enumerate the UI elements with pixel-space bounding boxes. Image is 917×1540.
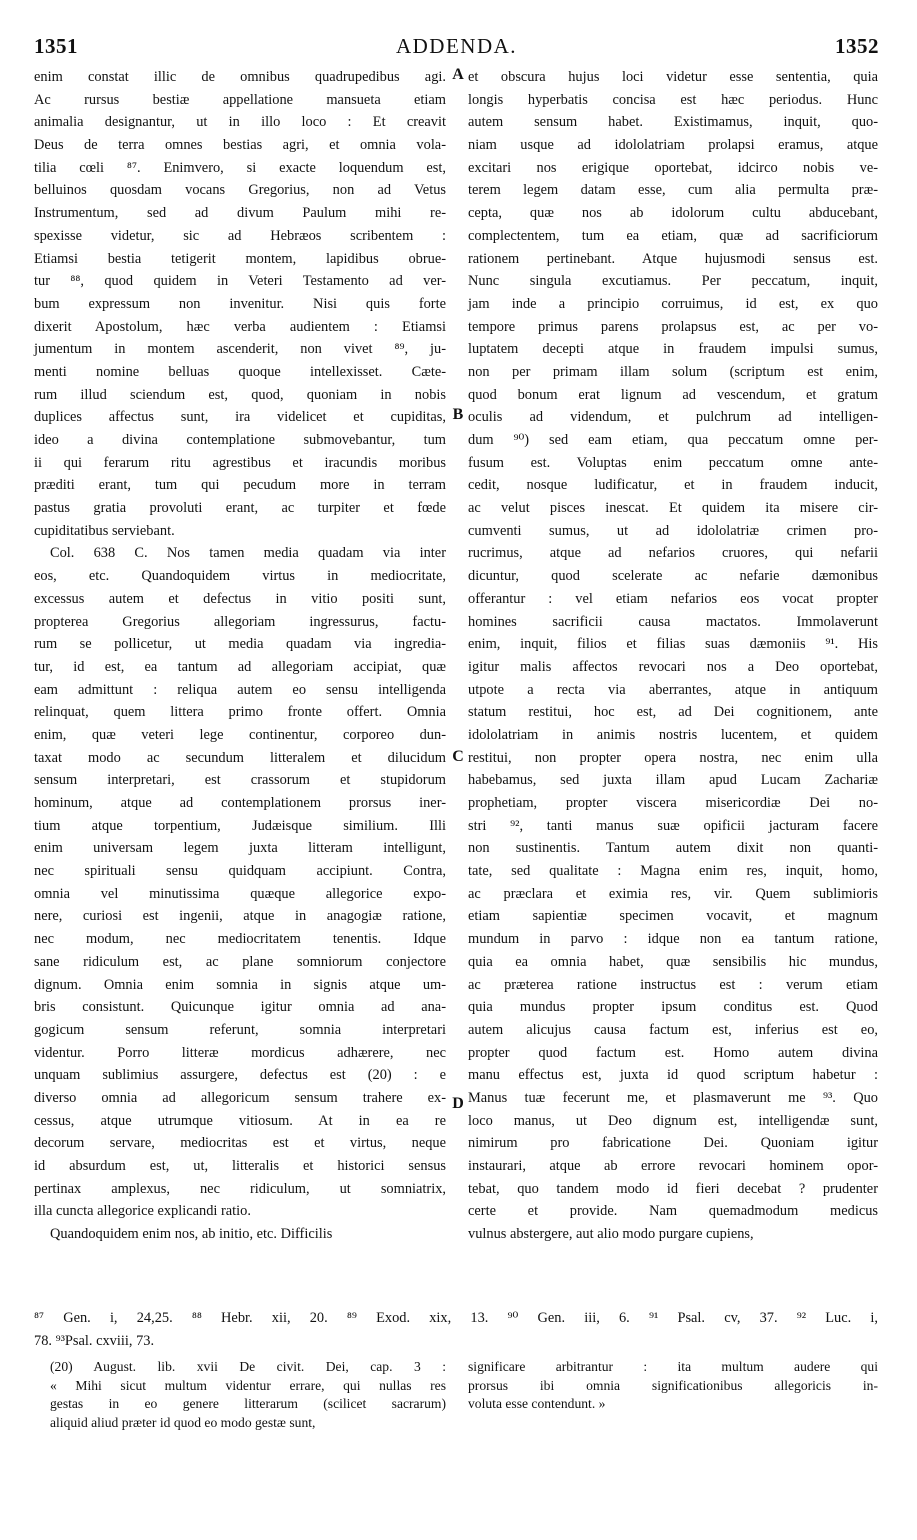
text-line: autem alicujus causa factum est, inferius est eo, [468,1021,878,1038]
text-line: gogicum sensum referunt, somnia interpretari [34,1021,446,1038]
text-line: terem legem datam esse, cum alia permulta præ- [468,182,878,199]
text-line: nere, curiosi est ingenii, atque in anagogiæ ratione, [34,908,446,925]
right-page-number: 1352 [835,34,879,58]
text-line: rum illud sciendum est, quod, quoniam in nobis [34,386,446,403]
text-line: Instrumentum, sed ad divum Paulum mihi re- [34,205,446,222]
text-line: cessus, atque utrumque vitiosum. At in ea re [34,1112,446,1129]
text-line: (20) August. lib. xvii De civit. Dei, cap. 3 : [50,1359,446,1374]
text-line: taxat modo ac secundum litteralem et dilucidum [34,749,446,766]
text-line: Ac rursus bestiæ appellatione mansueta etiam [34,91,446,108]
text-line: non sustinentis. Tantum autem dixit non quanti- [468,840,878,857]
text-line: igitur malis affectos revocari nos a Deo oportebat, [468,658,878,675]
text-line: autem sensum habet. Existimamus, inquit, quo- [468,114,878,131]
text-line: statum restitui, hoc est, ad Dei cognitionem, ante [468,704,878,721]
text-line: dixerit Apostolum, hæc verba audientem : Etiamsi [34,318,446,335]
text-line: tilia cœli ⁸⁷. Enimvero, si exacte loquendum est, [34,159,446,176]
text-line: tebat, quo tandem modo id fieri decebat ? prudenter [468,1180,878,1197]
text-line: id absurdum est, ut, litteralis et historici sensus [34,1158,446,1174]
text-line: unquam sublimius assurgere, defectus est (20) : e [34,1067,446,1084]
text-line: cupiditatibus serviebant. [34,522,175,539]
text-line: nimirum pro fabricatione Dei. Quoniam igitur [468,1135,878,1152]
text-line: dignum. Omnia enim somnia in signis atque um- [34,976,446,993]
page-header [34,34,879,64]
text-line: voluta esse contendunt. » [468,1396,606,1412]
text-line: relinquat, quem littera primo fronte offert. Omnia [34,704,446,721]
text-line: significare arbitrantur : ita multum audere qui [468,1359,878,1374]
text-line: jumentum in montem ascenderit, non vivet ⁸⁹, ju- [34,341,446,358]
text-line: stri ⁹², tanti manus suæ opificii jacturam facere [468,817,878,834]
text-line: hominum, atque ad contemplationem prorsus iner- [34,795,446,811]
text-line: quia ea omnia habet, quæ sensibilis hic mundus, [468,953,878,970]
text-line: mundum in parvo : idque non ea tantum ratione, [468,931,878,948]
text-line: pertinax amplexus, nec ridiculum, ut somniatrix, [34,1180,446,1197]
text-line: manu effectus est, juxta id quod scriptum habetur : [468,1067,878,1084]
text-line: tur ⁸⁸, quod quidem in Veteri Testamento ad ver- [34,273,446,290]
text-line: offerantur : vel etiam nefarios eos vocat propter [468,590,878,607]
left-column [34,66,446,1246]
text-line: spexisse videtur, sic ad Hebræos scribentem : [34,227,446,244]
right-column [468,66,878,1246]
text-line: duplices affectus sunt, ira videlicet et cupiditas, [34,409,446,426]
text-line: rum se pollicetur, ut media quadam via ingredia- [34,636,446,653]
text-line: sane ridiculum est, ac plane somniorum conjectore [34,953,446,970]
text-line: bum expressum non invenitur. Nisi quis forte [34,295,446,312]
text-line: niam usque ad idololatriam prolapsi eramus, atque [468,137,878,154]
text-line: prorsus ibi omnia significationibus allegoricis in- [468,1377,878,1393]
text-line: menti nomine belluas quoque intellexisset. Cæte- [34,363,446,380]
footnote-left [50,1358,446,1432]
text-line: Col. 638 C. Nos tamen media quadam via inter [50,545,446,562]
section-marker-d: D [452,1095,464,1112]
text-line: enim, inquit, filios et filias suas dæmoniis ⁹¹. His [468,636,878,653]
text-line: habebamus, sed juxta illam apud Lucam Zachariæ [468,772,878,789]
text-line: « Mihi sicut multum videntur errare, qui nullas res [50,1377,446,1393]
text-line: belluinos quosdam vocans Gregorius, non ad Vetus [34,182,446,199]
text-line: nec spirituali sensu quidquam accipiunt. Contra, [34,863,446,880]
text-line: dicuntur, quod scelerate ac nefarie dæmonibus [468,568,878,585]
text-line: 78. ⁹³Psal. cxviii, 73. [34,1332,155,1349]
text-line: dum ⁹⁰) sed eam etiam, qua peccatum omne per- [468,432,878,448]
text-line: Deus de terra omnes bestias agri, et omnia vola- [34,137,446,154]
text-line: complectentem, tum ea etiam, quæ ad sacrificiorum [468,227,878,244]
text-line: eam admittunt : reliqua autem eo sensu intelligenda [34,681,446,698]
text-line: luptatem decepti atque in fraudem impulsi sumus, [468,341,878,358]
text-line: Etiamsi bestia tetigerit montem, lapidibus obrue- [34,250,446,267]
text-line: præditi erant, tum qui pecudum more in terram [34,477,446,494]
text-line: propter quod factum est. Homo autem divina [468,1044,878,1061]
text-line: cedit, nosque ludificatur, et in fraudem inducit, [468,477,878,494]
section-marker-a: A [452,66,464,83]
text-line: utpote a recta via aberrantes, atque in antiquum [468,681,878,698]
text-line: loco manus, ut Deo dignum est, intelligendæ sunt, [468,1112,878,1129]
text-line: animalia designantur, ut in illo loco : Et creavit [34,114,446,131]
text-line: certe et provide. Nam quemadmodum medicus [468,1203,878,1220]
footnote-right [468,1358,878,1414]
section-marker-c: C [452,748,464,765]
reference-notes [34,1307,878,1352]
text-line: enim universam legem juxta litteram intelligunt, [34,840,446,857]
text-line: tempore primus parens prolapsus est, ac per vo- [468,318,878,335]
text-line: cepta, quæ nos ab idolorum cultu abducebant, [468,205,878,222]
text-line: Quandoquidem enim nos, ab initio, etc. Difficilis [50,1226,333,1243]
text-line: etiam sapientiæ specimen vocavit, et magnum [468,908,878,925]
text-line: cumventi sumus, ut ad idololatriæ crimen pro- [468,522,878,539]
text-line: quia mundus propter ipsum conditus est. Quod [468,999,878,1016]
text-line: gestas in eo genere litterarum (scilicet sacrarum) [50,1396,446,1412]
text-line: diverso omnia ad allegoricum sensum trahere ex- [34,1089,446,1106]
text-line: homines sacrificii causa mactatos. Immolaverunt [468,613,878,630]
text-line: ideo a divina contemplatione submovebantur, tum [34,432,446,448]
text-line: tium atque torpentium, Judæisque similium. Illi [34,817,446,834]
text-line: ii qui ferarum ritu agrestibus et iracundis moribus [34,454,446,471]
text-line: bris consistunt. Quicunque igitur omnia ad ana- [34,999,446,1016]
text-line: rucrimus, atque ad nefarios cruores, qui nefarii [468,545,878,562]
text-line: propterea Gregorius allegoriam ingressurus, factu- [34,613,446,630]
text-line: instaurari, atque ab errore revocari hominem opor- [468,1158,878,1174]
text-line: fusum est. Voluptas enim peccatum omne ante- [468,454,878,471]
text-line: longis hyperbatis concisa est hæc periodus. Hunc [468,91,878,108]
text-line: videntur. Porro litteræ mordicus adhærere, nec [34,1044,446,1061]
text-line: ac velut pisces inescat. Et quidem ita misere cir- [468,500,878,517]
text-line: vulnus abstergere, aut alio modo purgare cupiens, [468,1226,754,1243]
text-line: oculis ad videndum, et pulchrum ad intelligen- [468,409,878,426]
text-line: enim, quæ veteri lege continentur, corporeo dun- [34,726,446,743]
text-line: nec modum, nec mediocritatem tenentis. Idque [34,931,446,948]
text-line: enim constat illic de omnibus quadrupedibus agi. [34,69,446,85]
section-marker-b: B [452,406,464,423]
text-line: jam inde a principio corruimus, id est, ex quo [468,295,878,312]
text-line: prophetiam, propter viscera misericordiæ Dei no- [468,795,878,811]
text-line: idololatriam in animis nostris lucentem, et quidem [468,726,878,743]
text-line: tur, id est, ea tantum ad allegoriam accipiat, quæ [34,658,446,675]
text-line: pastus gratia provoluti erant, ac turpiter et fœde [34,500,446,517]
left-page-number: 1351 [34,34,78,58]
text-line: eos, etc. Quandoquidem virtus in mediocritate, [34,568,446,585]
text-line: ⁸⁷ Gen. i, 24,25. ⁸⁸ Hebr. xii, 20. ⁸⁹ Exod. xix, 13. ⁹⁰ Gen. iii, 6. ⁹¹ Psal. cv, 37. ⁹² Luc. i, [34,1310,878,1326]
running-title: ADDENDA. [395,34,518,58]
text-line: et obscura hujus loci videtur esse sententia, quia [468,69,878,85]
text-line: ac præterea ratione instructus est : verum etiam [468,976,878,993]
text-line: illa cuncta allegorice explicandi ratio. [34,1203,251,1220]
text-line: restitui, non propter opera nostra, nec enim ulla [468,749,878,766]
text-line: sensum interpretari, est crassorum et stupidorum [34,772,446,789]
text-line: tate, sed qualitate : Magna enim res, inquit, homo, [468,863,878,880]
text-line: Nunc singula excutiamus. Per peccatum, inquit, [468,273,878,290]
text-line: rationem pertinebant. Atque hujusmodi sensus est. [468,250,878,267]
text-line: excitari nos erigique oportebat, idcirco nobis ve- [468,159,878,176]
text-line: excessus autem et defectus in vitio positi sunt, [34,590,446,607]
text-line: Manus tuæ fecerunt me, et plasmaverunt me ⁹³. Quo [468,1089,878,1106]
text-line: quod bonum erat lignum ad vescendum, et gratum [468,386,878,403]
text-line: aliquid aliud præter id quod eo modo gestæ sunt, [50,1414,316,1430]
text-line: non per primam illam solum (scriptum est enim, [468,363,878,380]
text-line: omnia vel minutissima quæque allegorice expo- [34,885,446,902]
text-line: decorum servare, mediocritas est et virtus, neque [34,1135,446,1152]
text-line: ac præclara et eximia res, vir. Quem sublimioris [468,885,878,902]
